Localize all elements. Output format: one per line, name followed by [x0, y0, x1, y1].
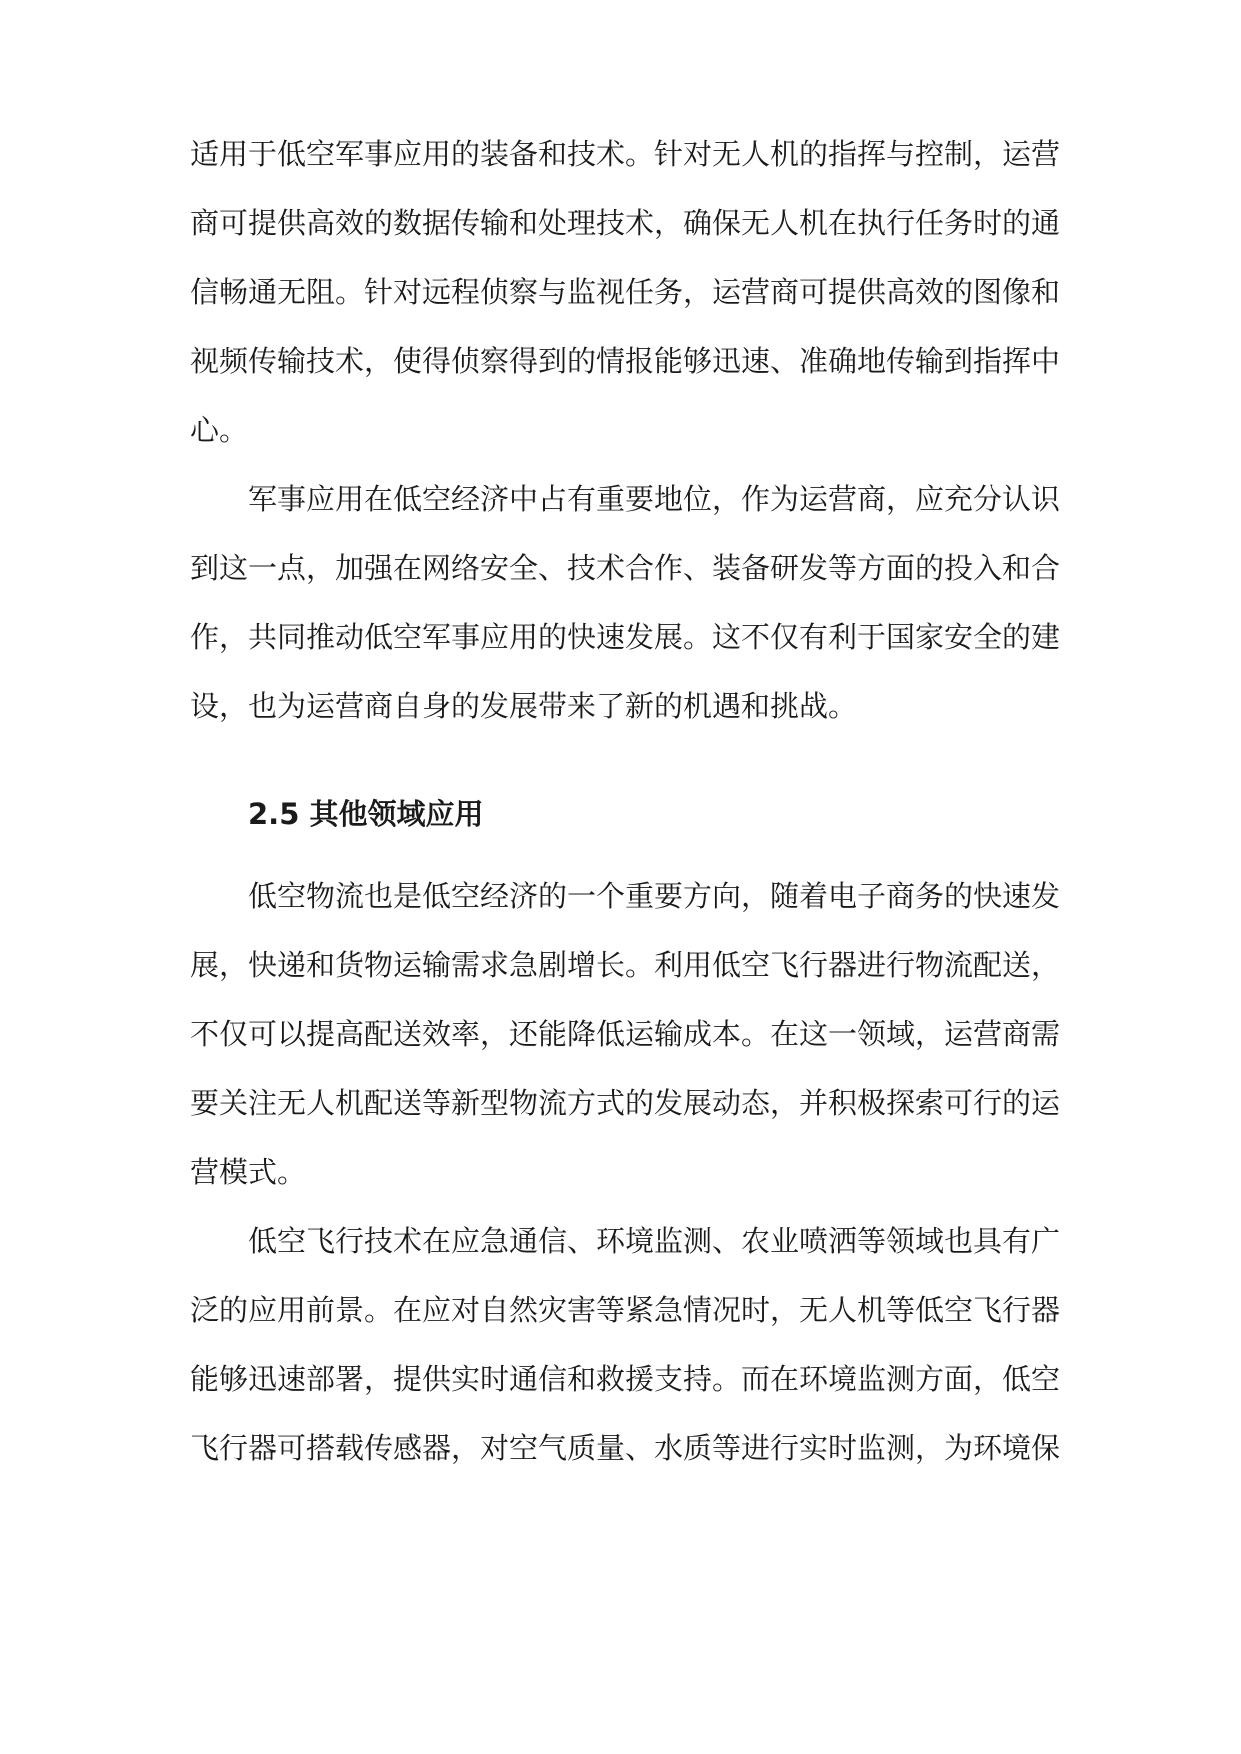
paragraph-line: 低空物流也是低空经济的一个重要方向，随着电子商务的快速发 [248, 879, 1061, 913]
paragraph-line: 商可提供高效的数据传输和处理技术，确保无人机在执行任务时的通 [190, 206, 1061, 240]
paragraph-line: 军事应用在低空经济中占有重要地位，作为运营商，应充分认识 [248, 482, 1061, 516]
paragraph-line: 低空飞行技术在应急通信、环境监测、农业喷洒等领域也具有广 [248, 1224, 1061, 1258]
paragraph-line: 展，快递和货物运输需求急剧增长。利用低空飞行器进行物流配送， [190, 948, 1061, 982]
section-heading: 2.5 其他领域应用 [248, 797, 484, 831]
paragraph-line: 营模式。 [190, 1155, 307, 1189]
paragraph-line: 设，也为运营商自身的发展带来了新的机遇和挑战。 [190, 689, 858, 723]
paragraph-line: 能够迅速部署，提供实时通信和救援支持。而在环境监测方面，低空 [190, 1362, 1061, 1396]
paragraph-line: 适用于低空军事应用的装备和技术。针对无人机的指挥与控制，运营 [190, 137, 1061, 171]
paragraph-line: 到这一点，加强在网络安全、技术合作、装备研发等方面的投入和合 [190, 551, 1061, 585]
paragraph-line: 不仅可以提高配送效率，还能降低运输成本。在这一领域，运营商需 [190, 1017, 1061, 1051]
paragraph-line: 视频传输技术，使得侦察得到的情报能够迅速、准确地传输到指挥中 [190, 344, 1061, 378]
paragraph-line: 泛的应用前景。在应对自然灾害等紧急情况时，无人机等低空飞行器 [190, 1293, 1061, 1327]
paragraph-line: 信畅通无阻。针对远程侦察与监视任务，运营商可提供高效的图像和 [190, 275, 1061, 309]
paragraph-line: 作，共同推动低空军事应用的快速发展。这不仅有利于国家安全的建 [190, 620, 1061, 654]
paragraph-line: 飞行器可搭载传感器，对空气质量、水质等进行实时监测，为环境保 [190, 1431, 1061, 1465]
paragraph-line: 要关注无人机配送等新型物流方式的发展动态，并积极探索可行的运 [190, 1086, 1061, 1120]
paragraph-line: 心。 [190, 413, 249, 447]
